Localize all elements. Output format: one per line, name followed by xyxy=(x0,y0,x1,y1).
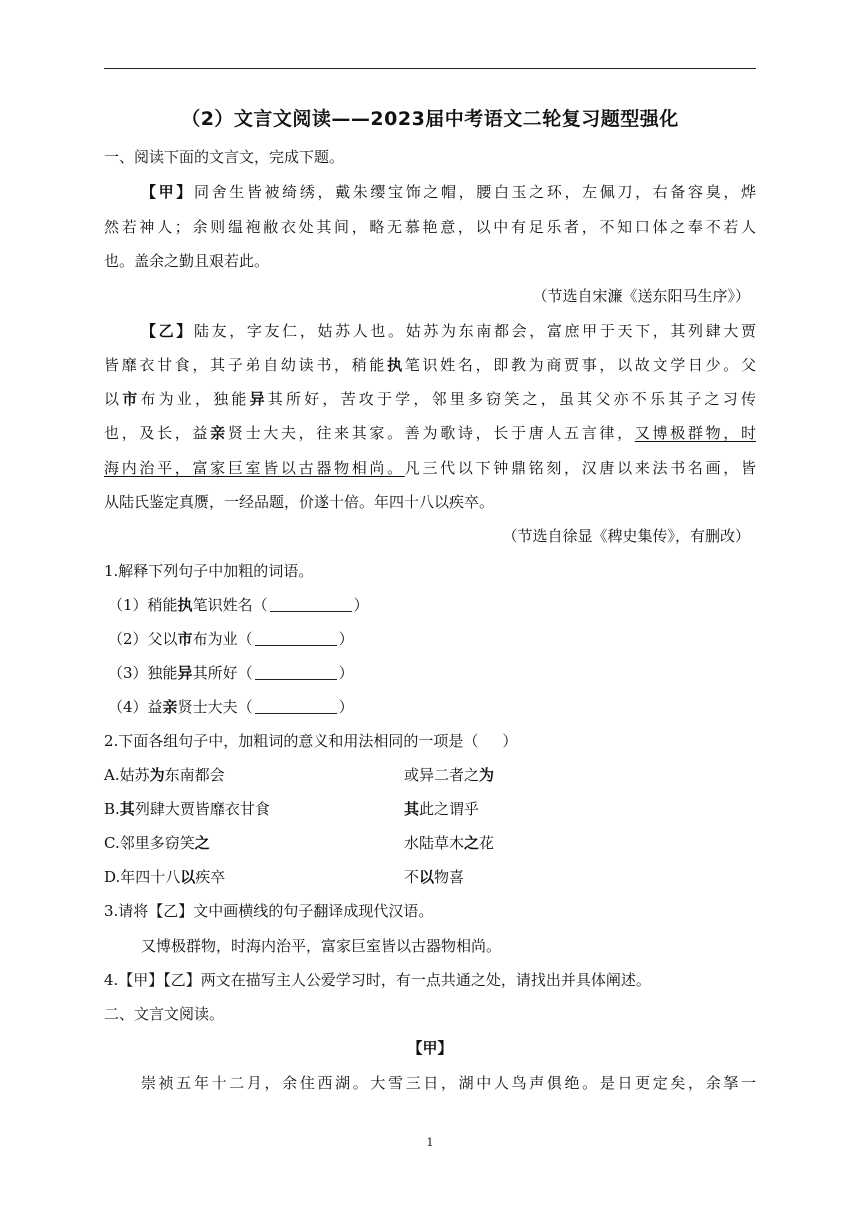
yi-line-2 xyxy=(104,355,756,375)
yi-text-3c: 布为业，独能 xyxy=(140,390,250,408)
yi-line-1 xyxy=(141,321,756,341)
q2-option-d-right: 不以物喜 xyxy=(404,868,465,886)
yi-text-4c: 贤士大夫，往来其家。善为歌诗，长于唐人五言律， xyxy=(227,424,635,442)
yi-line-5 xyxy=(104,458,756,478)
q2-option-b-right: 其此之谓乎 xyxy=(404,800,480,818)
header-rule xyxy=(104,68,756,69)
q1-item-2: （2）父以市布为业（ ） xyxy=(108,630,354,648)
yi-text-3a: 以 xyxy=(104,390,123,408)
q2-option-a-right: 或异二者之为 xyxy=(404,766,495,784)
q2-option-c-right: 水陆草木之花 xyxy=(404,834,495,852)
q2-stem: 2.下面各组句子中，加粗词的意义和用法相同的一项是（ ） xyxy=(104,732,518,750)
yi-text-5b: 凡三代以下钟鼎铭刻，汉唐以来法书名画，皆 xyxy=(404,459,756,477)
yi-text-1: 陆友，字友仁，姑苏人也。姑苏为东南都会，富庶甲于天下，其列肆大贾 xyxy=(193,322,756,340)
yi-tag: 【乙】 xyxy=(141,322,194,340)
yi-text-2c: 笔识姓名，即教为商贾事，以故文学日少。父 xyxy=(404,356,756,374)
section2-jia-tag: 【甲】 xyxy=(407,1039,453,1057)
jia-line-2: 然若神人；余则缊袍敝衣处其间，略无慕艳意，以中有足乐者，不知口体之奉不若人 xyxy=(104,218,756,236)
yi-underlined-4: 又博极群物，时 xyxy=(634,424,756,442)
yi-text-2a: 皆靡衣甘食，其子弟自幼读书，稍能 xyxy=(104,356,388,374)
jia-source: （节选自宋濂《送东阳马生序》） xyxy=(532,287,750,305)
jia-text-1: 同舍生皆被绮绣，戴朱缨宝饰之帽，腰白玉之环，左佩刀，右备容臭，烨 xyxy=(193,183,756,201)
q1-item-1: （1）稍能执笔识姓名（ ） xyxy=(108,596,369,614)
q2-option-a-left: A.姑苏为东南都会 xyxy=(104,766,225,784)
page-number: 1 xyxy=(426,1136,434,1149)
q2-option-c-left: C.邻里多窃笑之 xyxy=(104,834,210,852)
page-title: （2）文言文阅读——2023届中考语文二轮复习题型强化 xyxy=(181,108,679,130)
section2-heading: 二、文言文阅读。 xyxy=(104,1005,225,1023)
q1-stem: 1.解释下列句子中加粗的词语。 xyxy=(104,562,314,580)
jia-line-3: 也。盖余之勤且艰若此。 xyxy=(104,252,270,270)
q3-sentence: 又博极群物，时海内治平，富家巨室皆以古器物相尚。 xyxy=(141,937,502,955)
q2-option-b-left: B.其列肆大贾皆靡衣甘食 xyxy=(104,800,270,818)
q2-option-d-left: D.年四十八以疾卒 xyxy=(104,868,226,886)
yi-bold-qin: 亲 xyxy=(210,424,228,442)
yi-source: （节选自徐显《稗史集传》，有删改） xyxy=(502,527,750,545)
yi-line-6: 从陆氏鉴定真赝，一经品题，价遂十倍。年四十八以疾卒。 xyxy=(104,493,495,511)
yi-line-3 xyxy=(104,389,756,409)
answer-blank-2[interactable] xyxy=(255,631,337,646)
yi-underlined-5: 海内治平，富家巨室皆以古器物相尚。 xyxy=(104,459,405,477)
q4-stem: 4.【甲】【乙】两文在描写主人公爱学习时，有一点共通之处，请找出并具体阐述。 xyxy=(104,971,651,989)
q3-stem: 3.请将【乙】文中画横线的句子翻译成现代汉语。 xyxy=(104,902,434,920)
answer-blank-3[interactable] xyxy=(255,665,337,680)
q1-item-4: （4）益亲贤士大夫（ ） xyxy=(108,698,354,716)
jia-line-1 xyxy=(141,182,756,202)
yi-line-4 xyxy=(104,423,756,443)
yi-bold-shi: 市 xyxy=(122,390,141,408)
q1-item-3: （3）独能异其所好（ ） xyxy=(108,664,354,682)
yi-text-4a: 也，及长，益 xyxy=(104,424,211,442)
section1-heading: 一、阅读下面的文言文，完成下题。 xyxy=(104,148,345,166)
answer-blank-1[interactable] xyxy=(270,597,352,612)
jia-tag: 【甲】 xyxy=(141,183,194,201)
answer-blank-4[interactable] xyxy=(255,699,337,714)
yi-bold-yi: 异 xyxy=(249,390,268,408)
yi-text-3e: 其所好，苦攻于学，邻里多窃笑之，虽其父亦不乐其子之习传 xyxy=(267,390,756,408)
yi-bold-zhi: 执 xyxy=(387,356,405,374)
section2-line-1: 崇祯五年十二月，余住西湖。大雪三日，湖中人鸟声俱绝。是日更定矣，余拏一 xyxy=(141,1074,756,1092)
